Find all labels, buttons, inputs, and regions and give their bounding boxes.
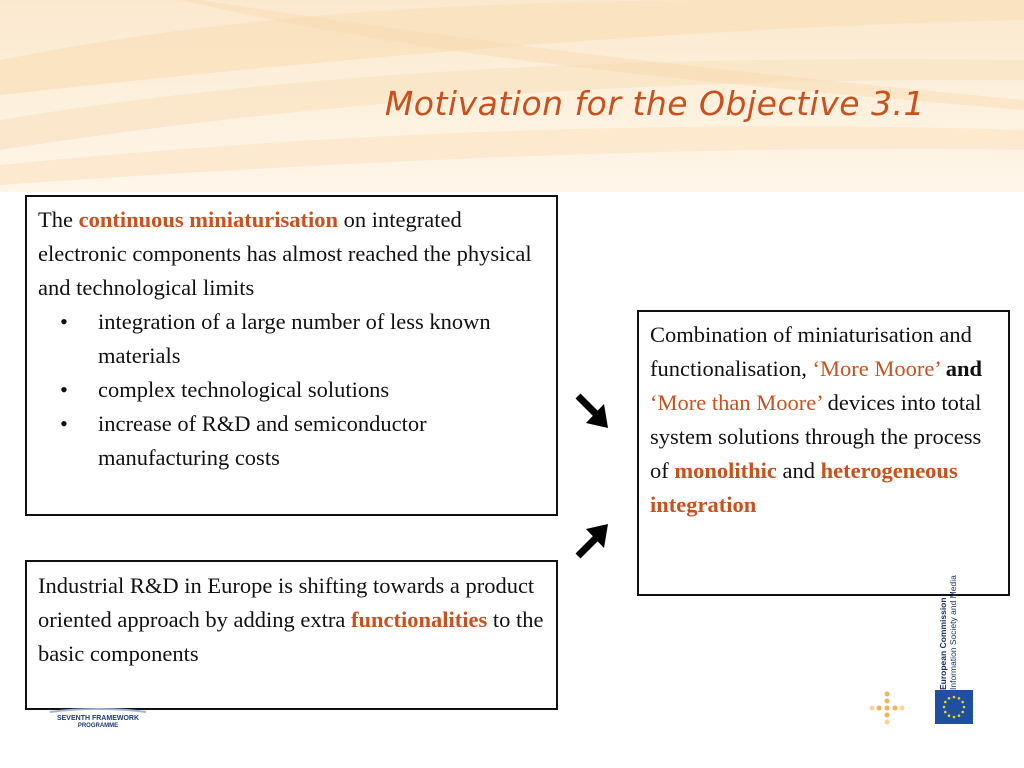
- functionalities-highlight: functionalities: [351, 607, 488, 632]
- industrial-suffix: to the basic components: [38, 607, 544, 666]
- eu-flag-icon: [935, 690, 973, 724]
- more-moore-highlight: ‘More Moore’: [812, 356, 941, 381]
- list-item: [38, 373, 546, 407]
- list-item: [38, 407, 546, 475]
- more-than-moore-highlight: ‘More than Moore’: [650, 390, 823, 415]
- ec-line1: European Commission: [938, 597, 948, 690]
- and-bold: and: [945, 356, 983, 381]
- ec-logo-text: [938, 575, 958, 690]
- monolithic-highlight: monolithic: [674, 458, 777, 483]
- slide-title: Motivation for the Objective 3.1: [384, 84, 925, 123]
- heterogeneous-integration-highlight: heterogeneous integration: [650, 458, 958, 517]
- bullet-text: integration of a large number of less known materials: [98, 309, 491, 368]
- miniaturisation-intro: [38, 203, 546, 305]
- combination-part2: devices into total system solutions through the process of: [650, 390, 982, 483]
- intro-prefix: The: [38, 207, 79, 232]
- list-item: [38, 305, 546, 373]
- bullet-text: increase of R&D and semiconductor manufacturing costs: [98, 411, 427, 470]
- industrial-prefix: Industrial R&D in Europe is shifting towards a product oriented approach by adding extra: [38, 573, 535, 632]
- industrial-rd-text: [38, 569, 546, 671]
- arrow-down-right-icon: [572, 390, 612, 432]
- fp7-line1: SEVENTH FRAMEWORK: [56, 715, 140, 722]
- fp7-logo: [48, 708, 148, 730]
- ist-dots-logo-icon: [868, 690, 906, 726]
- bullet-icon: •: [60, 309, 68, 334]
- arrow-up-right-icon: [572, 520, 612, 562]
- combination-box: [637, 310, 1010, 596]
- intro-suffix: on integrated electronic components has almost reached the physical and technological limits: [38, 207, 532, 300]
- combination-part1: Combination of miniaturisation and functionalisation,: [650, 322, 972, 381]
- bullet-icon: •: [60, 411, 68, 436]
- and-plain: and: [776, 458, 821, 483]
- fp7-line2: PROGRAMME: [77, 723, 119, 729]
- industrial-rd-box: [25, 560, 558, 710]
- miniaturisation-box: [25, 195, 558, 516]
- limits-bullet-list: [38, 305, 546, 475]
- ec-line2: Information Society and Media: [948, 575, 958, 690]
- bullet-icon: •: [60, 377, 68, 402]
- continuous-miniaturisation-highlight: continuous miniaturisation: [78, 207, 339, 232]
- bullet-text: complex technological solutions: [98, 377, 390, 402]
- combination-text: [650, 318, 1000, 522]
